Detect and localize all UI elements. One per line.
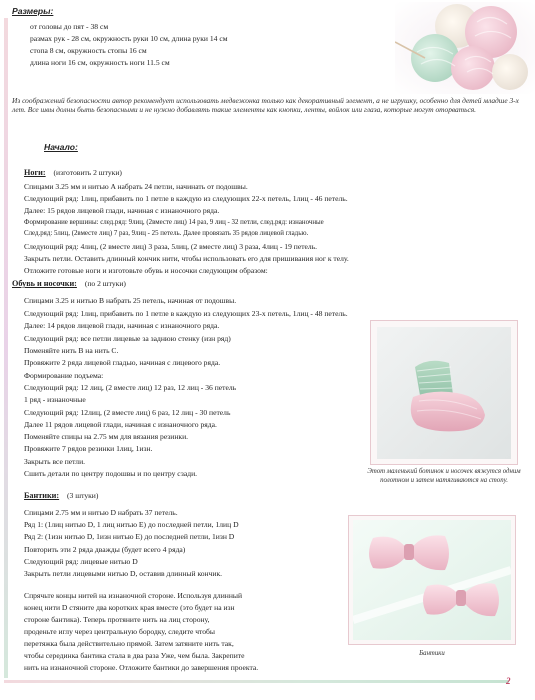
size-line: от головы до пят - 38 см xyxy=(30,22,109,31)
shoes-line: Формирование подъема: xyxy=(24,371,104,380)
shoes-line: Следующий ряд: 1лиц, прибавить по 1 петле в каждую из следующих 23-х петель, 1лиц - 48 петель. xyxy=(24,309,348,318)
legs-line: Следующий ряд: 1лиц, прибавить по 1 петле в каждую из следующих 22-х петель, 1лиц - 46 петель. xyxy=(24,194,348,203)
size-line: размах рук - 28 см, окружность руки 10 см, длина руки 14 см xyxy=(30,34,228,43)
bows-photo-caption: Бантики xyxy=(419,650,445,657)
shoes-heading xyxy=(12,279,126,288)
legs-line: След.ряд: 5лиц, (2вместе лиц) 7 раз, 9лиц - 25 петель. Далее провязать 35 рядов лицевой гладью. xyxy=(24,230,309,237)
bows-heading xyxy=(24,491,98,500)
bows-line: Ряд 1: (1лиц нитью D, 1 лиц нитью E) до последней петли, 1лиц D xyxy=(24,520,239,529)
legs-title: Ноги: xyxy=(24,168,46,177)
shoes-line: Спицами 3.25 и нитью B набрать 25 петель, начиная от подошвы. xyxy=(24,296,237,305)
legs-line: Закрыть петли. Оставить длинный кончик нити, чтобы использовать его для пришивания ног к телу. xyxy=(24,254,349,263)
decorative-border-left xyxy=(4,18,8,678)
size-line: стопа 8 см, окружность стопы 16 см xyxy=(30,46,147,55)
bows-line: Повторить эти 2 ряда дважды (будет всего 4 ряда) xyxy=(24,545,186,554)
bows-photo xyxy=(353,520,511,640)
shoes-line: Сшить детали по центру подошвы и по центру сзади. xyxy=(24,469,198,478)
bows-paragraph-line: перетяжка была действительно прямой. Затем затяните нить так, xyxy=(24,639,234,648)
bows-paragraph-line: стороне бантика). Теперь протяните нить на лиц сторону, xyxy=(24,615,210,624)
bows-paragraph-line: нить на изнаночной стороне. Отложите бантики до завершения проекта. xyxy=(24,663,259,672)
legs-line: Формирование вершины: след.ряд: 9лиц, (2вместе лиц) 14 раз, 9 лиц - 32 петли, след.ряд: изнаночные xyxy=(24,219,324,226)
size-line: длина ноги 16 см, окружность ноги 11.5 см xyxy=(30,58,170,67)
shoe-photo-frame xyxy=(370,320,518,465)
yarn-balls-photo xyxy=(395,2,535,94)
shoes-line: Провяжите 7 рядов резинки 1лиц, 1изн. xyxy=(24,444,153,453)
start-heading: Начало: xyxy=(44,142,78,152)
decorative-border-bottom xyxy=(4,680,509,683)
legs-heading xyxy=(24,168,122,177)
bows-paragraph-line: конец нити D стяните два коротких края вместе (это будет на изн xyxy=(24,603,235,612)
shoes-line: Закрыть все петли. xyxy=(24,457,86,466)
legs-note: (изготовить 2 штуки) xyxy=(53,168,122,177)
shoe-photo xyxy=(377,327,511,459)
bows-line: Ряд 2: (1изн нитью D, 1изн нитью E) до последней петли, 1изн D xyxy=(24,532,235,541)
shoes-line: 1 ряд - изнаночные xyxy=(24,395,86,404)
bows-line: Спицами 2.75 мм и нитью D набрать 37 петель. xyxy=(24,508,178,517)
shoes-line: Поменяйте спицы на 2.75 мм для вязания резинки. xyxy=(24,432,189,441)
shoes-title: Обувь и носочки: xyxy=(12,279,77,288)
bows-line: Следующий ряд: лицевые нитью D xyxy=(24,557,138,566)
legs-line: Спицами 3.25 мм и нитью A набрать 24 петли, начинать от подошвы. xyxy=(24,182,248,191)
legs-line: Отложите готовые ноги и изготовьте обувь и носочки следующим образом: xyxy=(24,266,268,275)
shoes-line: Следующий ряд: 12 лиц, (2 вместе лиц) 12 раз, 12 лиц - 36 петель xyxy=(24,383,237,392)
legs-line: Следующий ряд: 4лиц, (2 вместе лиц) 3 раза, 5лиц, (2 вместе лиц) 3 раза, 4лиц - 19 петель. xyxy=(24,242,318,251)
bows-paragraph-line: проденьте иглу через центральную бородку, следите чтобы xyxy=(24,627,216,636)
legs-line: Далее: 15 рядов лицевой глади, начиная с изнаночного ряда. xyxy=(24,206,220,215)
shoes-line: Следующий ряд: все петли лицевые за заднюю стенку (изн ряд) xyxy=(24,334,231,343)
bows-note: (3 штуки) xyxy=(67,491,99,500)
sizes-heading: Размеры: xyxy=(12,6,54,16)
shoes-line: Поменяйте нить B на нить С. xyxy=(24,346,119,355)
shoes-line: Следующий ряд: 12лиц, (2 вместе лиц) 6 раз, 12 лиц - 30 петель xyxy=(24,408,231,417)
bows-paragraph-line: чтобы серединка бантика стала в два раза Уже, чем была. Закрепите xyxy=(24,651,245,660)
safety-warning: Из соображений безопасности автор рекомендует использовать медвежонка только как декоративный элемент, а не игрушку, особенно для детей младше 3-х лет. Все швы долны быть безопасными и не нужно добавлять такие элементы как кнопки, ленты, войлок или глаза, которые могут оторваться. xyxy=(12,96,519,115)
bows-title: Бантики: xyxy=(24,491,60,500)
bows-line: Закрыть петли лицевыми нитью D, оставив длинный кончик. xyxy=(24,569,223,578)
bows-paragraph-line: Спрячьте концы нитей на изнаночной стороне. Используя длинный xyxy=(24,591,243,600)
shoes-note: (по 2 штуки) xyxy=(84,279,126,288)
shoe-photo-caption: Этот маленький ботинок и носочек вяжутся одним полотном и затем натягиваются на стопу. xyxy=(367,468,521,484)
page-number: 2 xyxy=(506,676,511,686)
bows-photo-frame xyxy=(348,515,516,645)
shoes-line: Далее: 14 рядов лицевой глади, начиная с изнаночного ряда. xyxy=(24,321,220,330)
shoes-line: Провяжите 2 ряда лицевой гладью, начиная с лицевого ряда. xyxy=(24,358,221,367)
shoes-line: Далее 11 рядов лицевой глади, начиная с изнаночного ряда. xyxy=(24,420,217,429)
